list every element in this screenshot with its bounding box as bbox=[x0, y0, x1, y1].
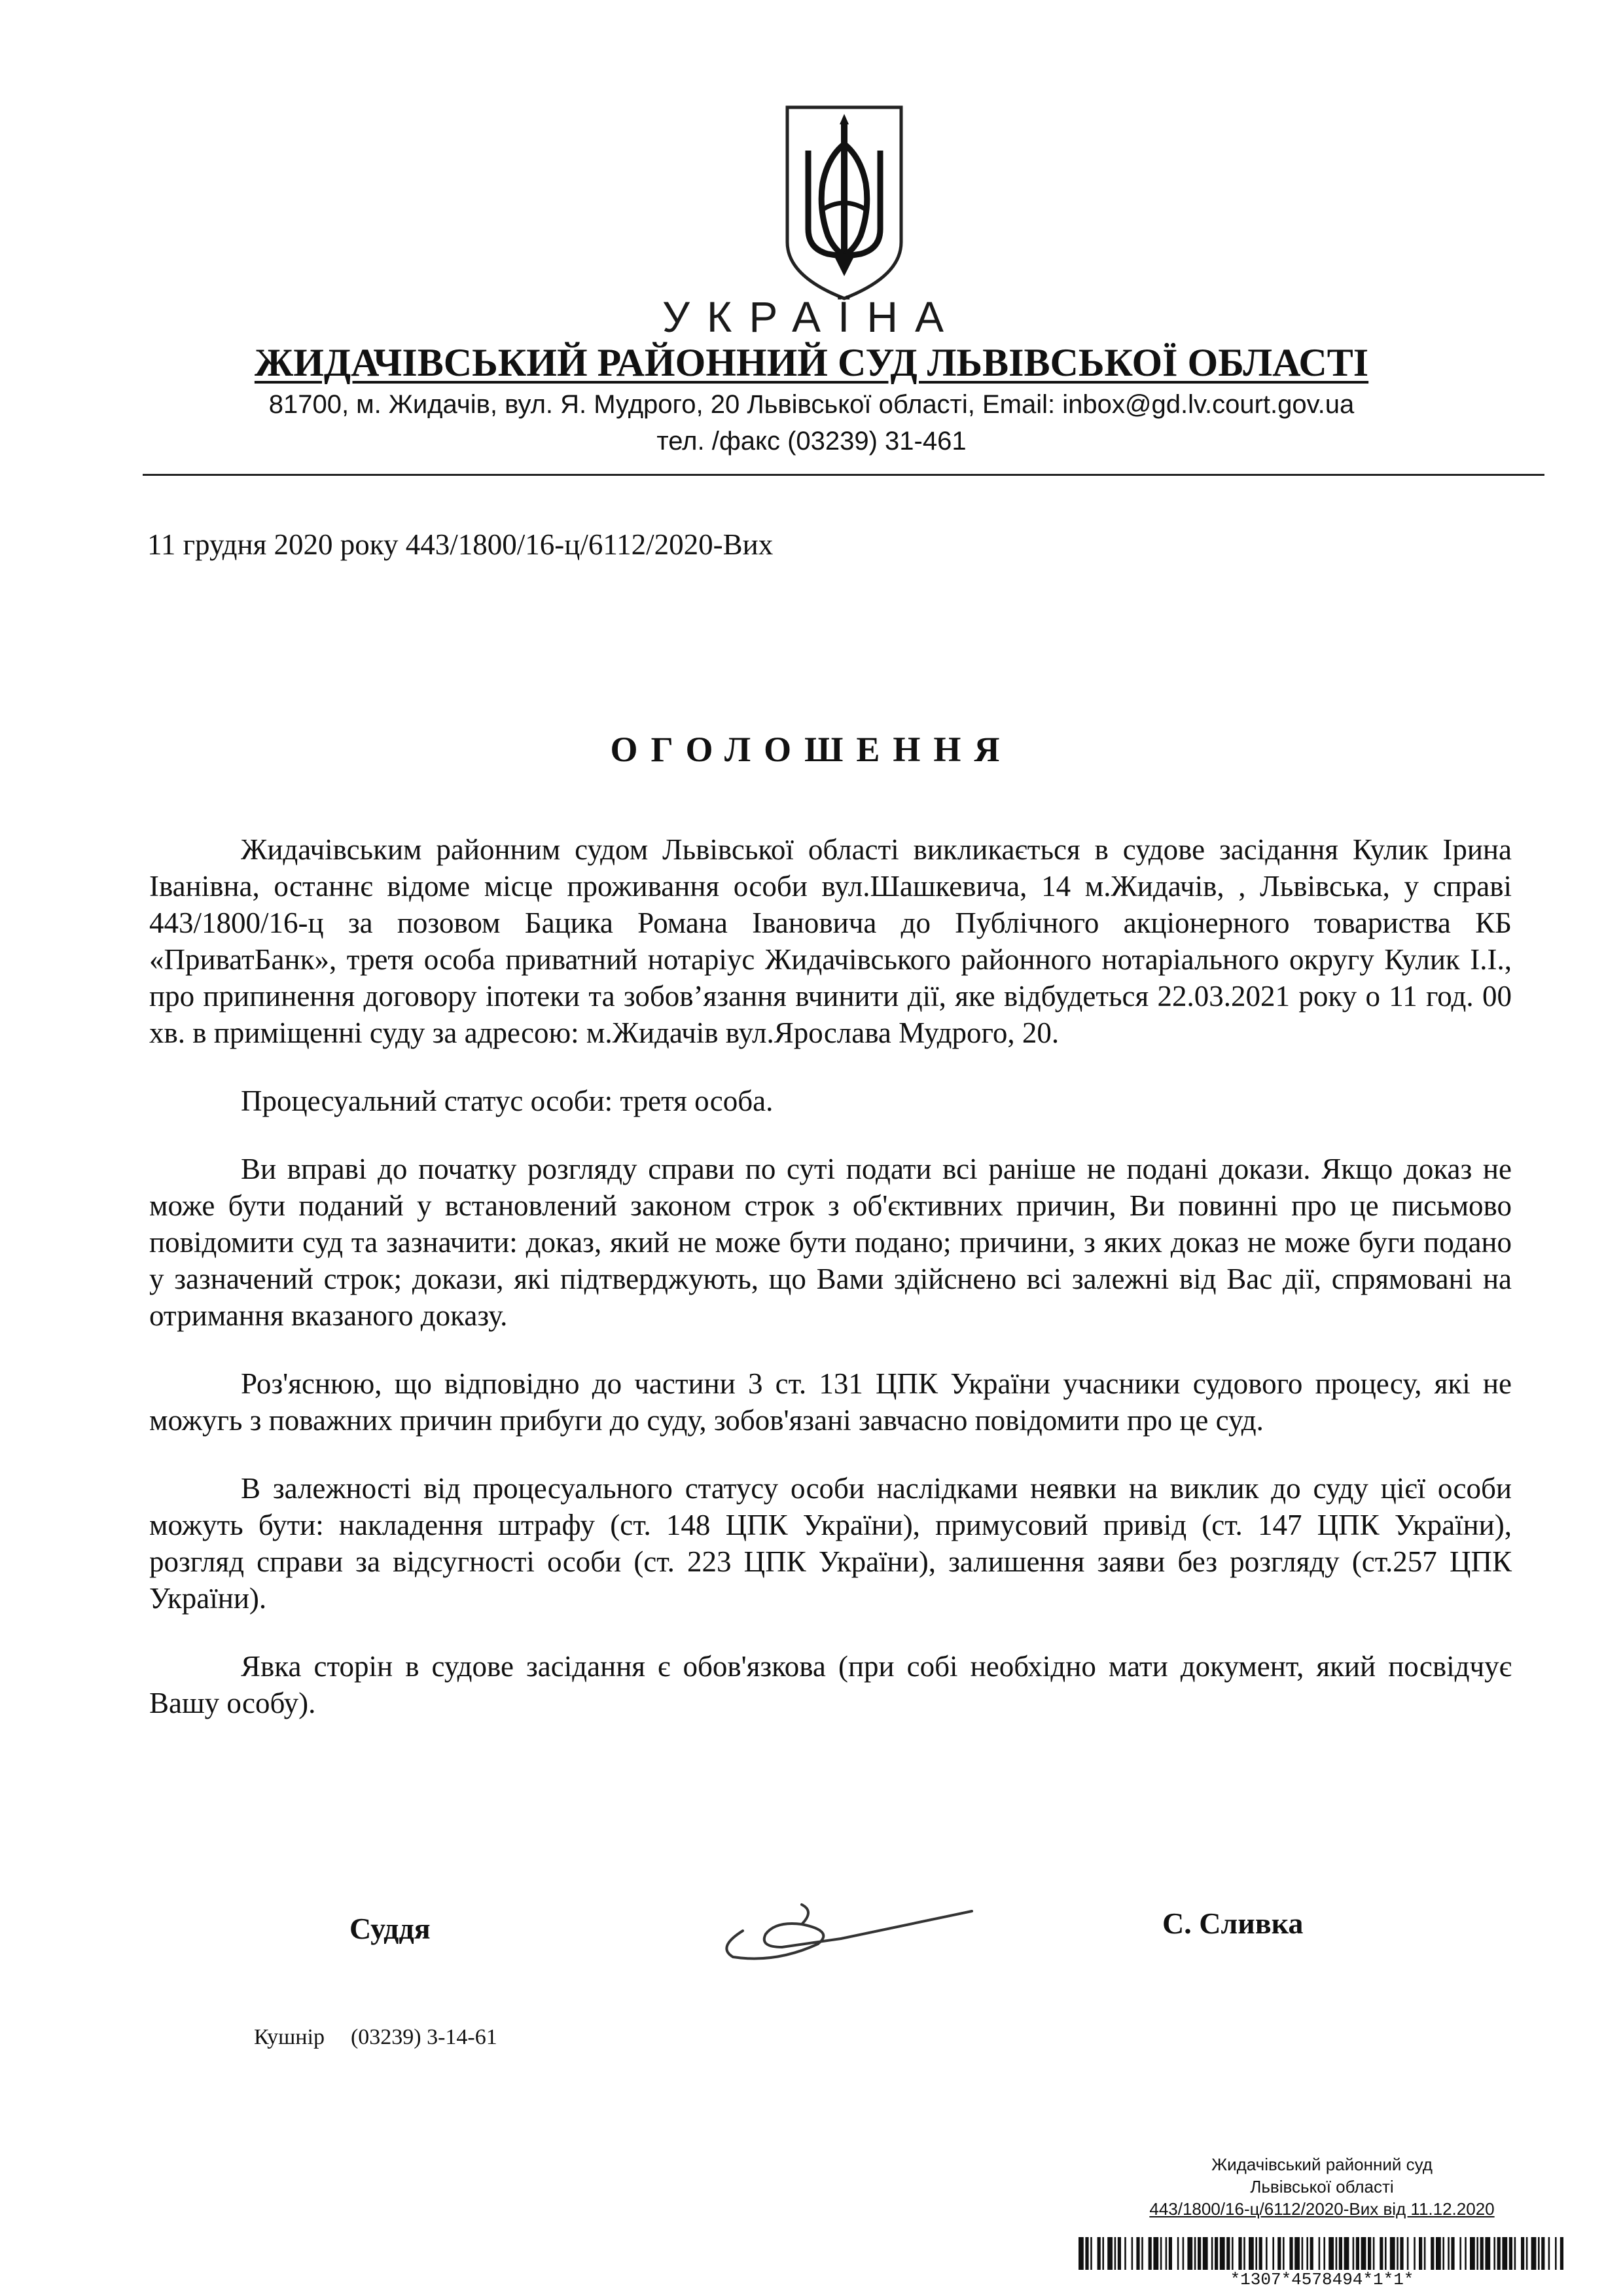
court-phone: тел. /факс (03239) 31-461 bbox=[656, 427, 967, 456]
court-address: 81700, м. Жидачів, вул. Я. Мудрого, 20 Львівської області, Email: inbox@gd.lv.court.gov.ua bbox=[268, 390, 1355, 419]
registration-stamp bbox=[1073, 2153, 1571, 2220]
stamp-court: Жидачівський районний суд bbox=[1211, 2155, 1433, 2174]
paragraph-consequences: В залежності від процесуального статусу особи наслідками неявки на виклик до суду цієї особи можуть бути: накладення штрафу (ст. 148 ЦПК України), примусовий привід (ст. 147 ЦПК України), розгляд справи за відсугності особи (ст. 223 ЦПК України), залишення заяви без розгляду (ст.257 ЦПК України). bbox=[149, 1472, 1512, 1615]
judge-name: С. Сливка bbox=[1162, 1907, 1304, 1940]
judge-label: Суддя bbox=[349, 1912, 431, 1945]
outgoing-reference: 11 грудня 2020 року 443/1800/16-ц/6112/2020-Вих bbox=[147, 528, 774, 561]
paragraph-summons: Жидачівським районним судом Львівської області викликається в судове засідання Кулик Ірина Іванівна, останнє відоме місце проживання особи вул.Шашкевича, 14 м.Жидачів, , Львівська, у справі 443/1800/16-ц за позовом Бацика Романа Івановича до Публічного акціонерного товариства КБ «ПриватБанк», третя особа приватний нотаріус Жидачівського районного нотаріального округу Кулик І.І., про припинення договору іпотеки та зобов’язання вчинити дії, яке відбудеться 22.03.2021 року о 11 год. 00 хв. в приміщенні суду за адресою: м.Жидачів вул.Ярослава Мудрого, 20. bbox=[149, 833, 1512, 1049]
stamp-reference: 443/1800/16-ц/6112/2020-Вих від 11.12.2020 bbox=[1149, 2199, 1495, 2219]
court-name: ЖИДАЧІВСЬКИЙ РАЙОННИЙ СУД ЛЬВІВСЬКОЇ ОБЛАСТІ bbox=[254, 341, 1369, 384]
barcode bbox=[1079, 2237, 1564, 2270]
executor-info bbox=[254, 2025, 497, 2050]
paragraph-status: Процесуальний статус особи: третя особа. bbox=[241, 1085, 774, 1117]
paragraph-attendance: Явка сторін в судове засідання є обов'язкова (при собі необхідно мати документ, який посвідчує Вашу особу). bbox=[149, 1650, 1512, 1719]
paragraph-explanation: Роз'яснюю, що відповідно до частини 3 ст. 131 ЦПК України учасники судового процесу, які не можугь з поважних причин прибуги до суду, зобов'язані завчасно повідомити про це суд. bbox=[149, 1367, 1512, 1437]
trident-coat-of-arms-icon bbox=[782, 105, 906, 301]
executor-name: Кушнір bbox=[254, 2025, 325, 2049]
header-divider bbox=[143, 474, 1544, 476]
paragraph-evidence: Ви вправі до початку розгляду справи по суті подати всі раніше не подані докази. Якщо доказ не може бути поданий у встановлений законом строк з об'єктивних причин, Ви повинні про це письмово повідомити суд та зазначити: доказ, який не може бути подано; причини, з яких доказ не може буги подано у зазначений строк; докази, які підтверджують, що Вами здійснено всі залежні від Вас дії, спрямовані на отримання вказаного доказу. bbox=[149, 1153, 1512, 1332]
document-body bbox=[149, 831, 1512, 1753]
stamp-region: Львівської області bbox=[1250, 2177, 1394, 2197]
handwritten-signature bbox=[704, 1885, 978, 1970]
document-title: ОГОЛОШЕННЯ bbox=[610, 730, 1013, 769]
executor-phone: (03239) 3-14-61 bbox=[350, 2025, 497, 2049]
barcode-number: *1307*4578494*1*1* bbox=[1230, 2270, 1414, 2289]
country-name: УКРАЇНА bbox=[662, 293, 961, 341]
